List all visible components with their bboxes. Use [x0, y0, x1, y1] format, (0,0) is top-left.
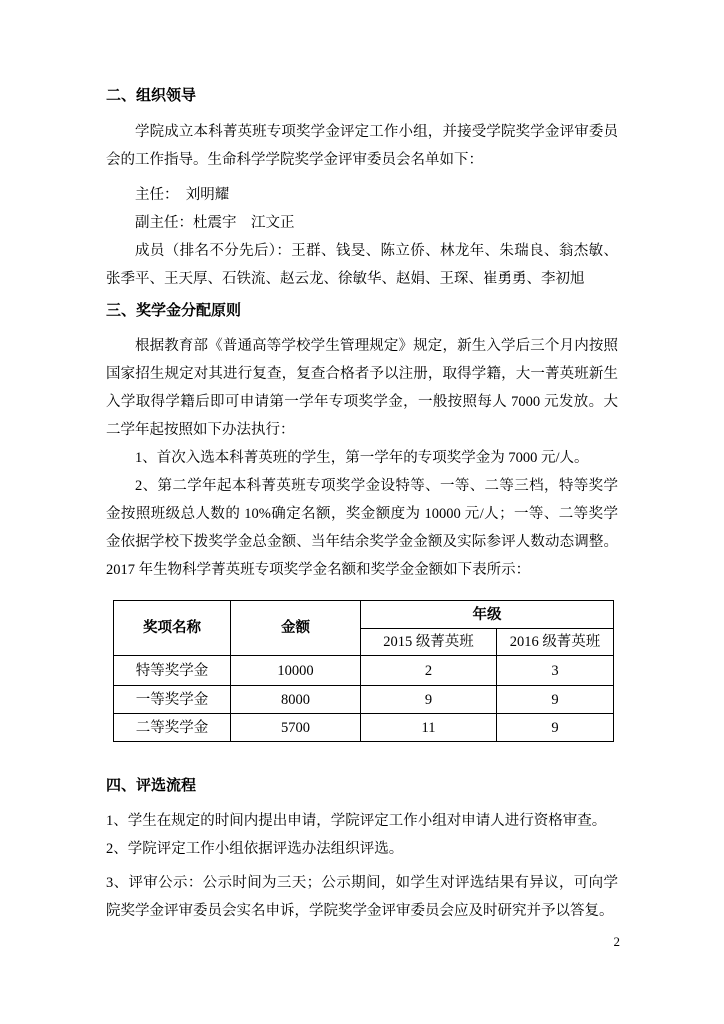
org-members-paragraph: 成员（排名不分先后）：王群、钱旻、陈立侨、林龙年、朱瑞良、翁杰敏、张季平、王天厚、石铁流、赵云龙、徐敏华、赵娟、王琛、崔勇勇、李初旭 [106, 243, 618, 287]
process-item-2: 2、学院评定工作小组依据评选办法组织评选。 [106, 841, 404, 857]
scholarship-table [113, 600, 614, 742]
table-row [114, 656, 614, 686]
section-heading-organization: 二、组织领导 [106, 88, 197, 104]
cell-quota-2016: 9 [497, 686, 614, 714]
org-intro-paragraph: 学院成立本科菁英班专项奖学金评定工作小组，并接受学院奖学金评审委员会的工作指导。生命科学学院奖学金评审委员会名单如下： [106, 124, 618, 168]
org-deputy-line: 副主任：杜震宇 江文正 [135, 215, 295, 231]
page-number: 2 [613, 934, 620, 949]
cell-quota-2015: 9 [361, 686, 497, 714]
cell-award-name: 特等奖学金 [114, 656, 231, 686]
process-item-3: 3、评审公示：公示时间为三天；公示期间，如学生对评选结果有异议，可向学院奖学金评审委员会实名申诉，学院奖学金评审委员会应及时研究并予以答复。 [106, 875, 618, 919]
principles-item-1: 1、首次入选本科菁英班的学生，第一学年的专项奖学金为 7000 元/人。 [135, 450, 589, 466]
header-grade: 年级 [361, 601, 614, 629]
header-class-2015: 2015 级菁英班 [361, 629, 497, 656]
section-heading-principles: 三、奖学金分配原则 [106, 303, 242, 319]
header-award-name: 奖项名称 [114, 601, 231, 656]
cell-amount: 8000 [231, 686, 361, 714]
header-amount: 金额 [231, 601, 361, 656]
cell-amount: 10000 [231, 656, 361, 686]
table-row [114, 686, 614, 714]
process-item-1: 1、学生在规定的时间内提出申请，学院评定工作小组对申请人进行资格审查。 [106, 813, 607, 829]
header-class-2016: 2016 级菁英班 [497, 629, 614, 656]
cell-award-name: 一等奖学金 [114, 686, 231, 714]
cell-quota-2015: 2 [361, 656, 497, 686]
cell-amount: 5700 [231, 714, 361, 742]
table-row [114, 714, 614, 742]
section-heading-process: 四、评选流程 [106, 778, 197, 794]
cell-quota-2015: 11 [361, 714, 497, 742]
cell-award-name: 二等奖学金 [114, 714, 231, 742]
principles-paragraph: 根据教育部《普通高等学校学生管理规定》规定，新生入学后三个月内按照国家招生规定对其进行复查，复查合格者予以注册，取得学籍，大一菁英班新生入学取得学籍后即可申请第一学年专项奖学金，一般按照每人 7000 元发放。大二学年起按照如下办法执行： [106, 338, 618, 438]
cell-quota-2016: 3 [497, 656, 614, 686]
cell-quota-2016: 9 [497, 714, 614, 742]
table-header-row-1 [114, 601, 614, 629]
principles-item-2: 2、第二学年起本科菁英班专项奖学金设特等、一等、二等三档，特等奖学金按照班级总人数的 10%确定名额，奖金额度为 10000 元/人；一等、二等奖学金依据学校下拨奖学金总金额、当年结余奖学金金额及实际参评人数动态调整。2017 年生物科学菁英班专项奖学金名额和奖学金金额如下表所示： [106, 478, 618, 578]
org-director-line: 主任： 刘明耀 [135, 187, 230, 203]
